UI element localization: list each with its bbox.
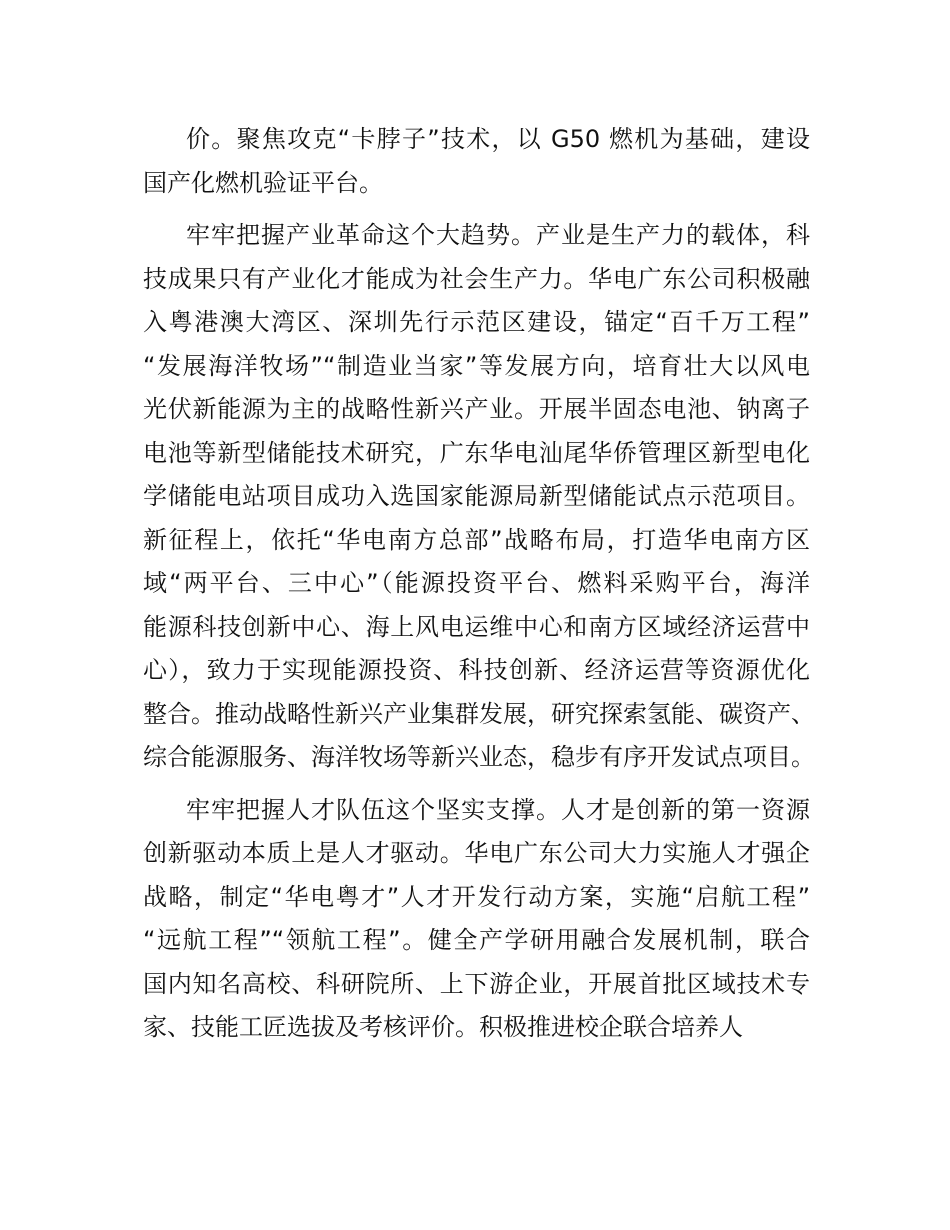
document-page xyxy=(143,118,815,1059)
text-line: 国内知名高校、科研院所、上下游企业，开展首批区域技术专 xyxy=(143,969,810,998)
text-line: “远航工程”“领航工程”。健全产学研用融合发展机制，联合 xyxy=(143,926,810,954)
text-line: 整合。推动战略性新兴产业集群发展，研究探索氢能、碳资产、 xyxy=(143,699,815,728)
text-line: 国产化燃机验证平台。 xyxy=(143,168,383,197)
text-line: 入粤港澳大湾区、深圳先行示范区建设，锚定“百千万工程” xyxy=(143,308,810,336)
text-line: 域“两平台、三中心”（能源投资平台、燃料采购平台，海洋 xyxy=(143,569,810,597)
text-line: 学储能电站项目成功入选国家能源局新型储能试点示范项目。 xyxy=(143,482,810,510)
text-line: “发展海洋牧场”“制造业当家”等发展方向，培育壮大以风电 xyxy=(143,351,810,380)
paragraph-industry-revolution xyxy=(143,214,815,780)
paragraph-talent-team xyxy=(143,789,810,1050)
text-line: 技成果只有产业化才能成为社会生产力。华电广东公司积极融 xyxy=(143,264,810,293)
text-line: 综合能源服务、海洋牧场等新兴业态，稳步有序开发试点项目。 xyxy=(143,743,815,771)
text-line: 牢牢把握产业革命这个大趋势。产业是生产力的载体，科 xyxy=(186,221,810,249)
text-line: 牢牢把握人才队伍这个坚实支撑。人才是创新的第一资源 xyxy=(186,795,810,824)
text-line: 心），致力于实现能源投资、科技创新、经济运营等资源优化 xyxy=(143,656,810,684)
text-line: 电池等新型储能技术研究，广东华电汕尾华侨管理区新型电化 xyxy=(143,438,810,467)
text-line: 创新驱动本质上是人才驱动。华电广东公司大力实施人才强企 xyxy=(143,839,810,867)
paragraph-gas-turbine xyxy=(143,118,810,205)
text-line: 光伏新能源为主的战略性新兴产业。开展半固态电池、钠离子 xyxy=(143,395,810,423)
text-line: 价。聚焦攻克“卡脖子”技术，以 G50 燃机为基础，建设 xyxy=(186,125,810,153)
text-line: 能源科技创新中心、海上风电运维中心和南方区域经济运营中 xyxy=(143,612,810,641)
text-line: 家、技能工匠选拔及考核评价。积极推进校企联合培养人 xyxy=(143,1013,743,1041)
text-line: 新征程上，依托“华电南方总部”战略布局，打造华电南方区 xyxy=(143,525,810,554)
text-line: 战略，制定“华电粤才”人才开发行动方案，实施“启航工程” xyxy=(143,882,810,911)
